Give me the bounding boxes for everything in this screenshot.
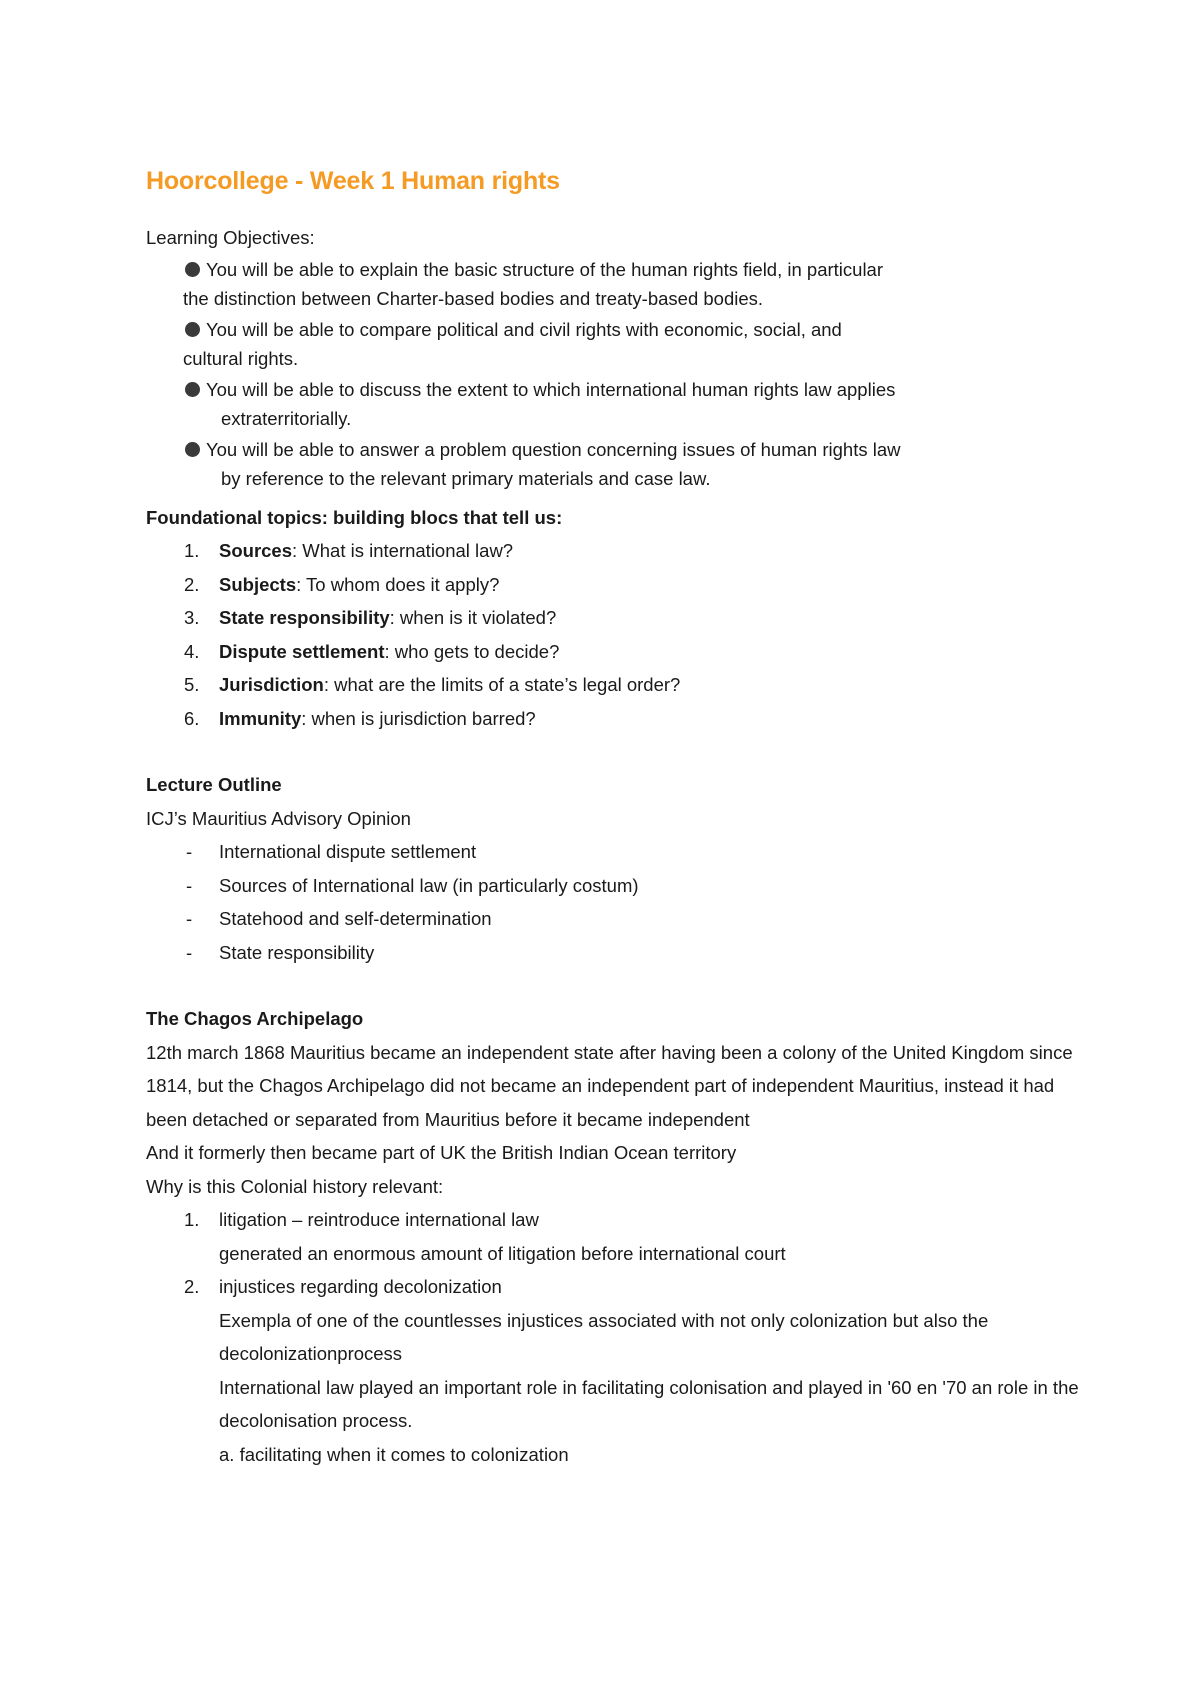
topic-term: Dispute settlement <box>219 640 385 662</box>
list-number: 4. <box>184 640 200 662</box>
foundational-topics-heading: Foundational topics: building blocs that tell us: <box>146 506 563 528</box>
list-item <box>146 936 1080 970</box>
dash-marker: - <box>186 841 193 862</box>
outline-text: Statehood and self-determination <box>219 908 492 929</box>
bullet-icon <box>185 262 200 277</box>
dash-marker: - <box>186 941 193 963</box>
topic-text: : what are the limits of a state’s legal order? <box>323 674 681 695</box>
list-item <box>146 668 1080 702</box>
objective-text: You will be able to explain the basic structure of the human rights field, in particular <box>206 258 884 280</box>
list-number: 3. <box>184 607 200 628</box>
lecture-outline-subtitle: ICJ’s Mauritius Advisory Opinion <box>146 807 411 829</box>
page-title: Hoorcollege - Week 1 Human rights <box>146 167 560 195</box>
chagos-paragraph: 12th march 1868 Mauritius became an independent state after having been a colony of the United Kingdom since 1814, but the Chagos Archipelago did not became an independent part of independent Mauritius, instead it had been detached or separated from Mauritius before it became independent <box>146 1041 1073 1130</box>
outline-text: Sources of International law (in particularly costum) <box>219 874 639 896</box>
list-item <box>146 1270 1080 1471</box>
list-item <box>146 835 1080 869</box>
list-item <box>146 568 1080 602</box>
topic-term: State responsibility <box>219 607 390 628</box>
document-body <box>146 221 1080 1471</box>
topic-term: Immunity <box>219 707 302 729</box>
objective-text: You will be able to discuss the extent to which international human rights law applies <box>206 378 896 400</box>
lecture-outline-heading: Lecture Outline <box>146 774 282 795</box>
list-number: 5. <box>184 674 200 695</box>
list-item <box>146 635 1080 669</box>
relevance-text: litigation – reintroduce international law <box>219 1209 539 1230</box>
lecture-outline-list <box>146 835 1080 969</box>
topic-term: Sources <box>219 540 293 561</box>
topic-term: Subjects <box>219 573 297 595</box>
objective-text-continued: extraterritorially. <box>221 407 352 429</box>
chagos-heading: The Chagos Archipelago <box>146 1008 364 1029</box>
bullet-icon <box>185 382 200 397</box>
topic-text: : who gets to decide? <box>384 640 560 662</box>
topic-text: : What is international law? <box>292 540 514 561</box>
objective-text-continued: the distinction between Charter-based bodies and treaty-based bodies. <box>183 287 764 309</box>
relevance-text: generated an enormous amount of litigation before international court <box>219 1242 786 1264</box>
relevance-text: a. facilitating when it comes to colonization <box>219 1443 569 1465</box>
topic-text: : To whom does it apply? <box>296 573 500 595</box>
objective-text: You will be able to compare political and civil rights with economic, social, and <box>206 318 842 340</box>
objective-text-continued: cultural rights. <box>183 347 299 369</box>
list-item <box>146 601 1080 635</box>
list-item <box>146 702 1080 736</box>
objective-item <box>146 255 1080 313</box>
dash-marker: - <box>186 874 193 896</box>
list-item <box>146 869 1080 903</box>
dash-marker: - <box>186 908 193 929</box>
topic-text: : when is jurisdiction barred? <box>301 707 536 729</box>
list-number: 6. <box>184 707 200 729</box>
relevance-text: Exempla of one of the countlesses injustices associated with not only colonization but also the decolonizationprocess <box>219 1309 989 1364</box>
relevance-text: injustices regarding decolonization <box>219 1276 502 1297</box>
objective-item <box>146 375 1080 433</box>
chagos-question: Why is this Colonial history relevant: <box>146 1175 444 1197</box>
list-number: 2. <box>184 573 200 595</box>
bullet-icon <box>185 322 200 337</box>
topic-text: : when is it violated? <box>389 607 557 628</box>
learning-objectives-list <box>146 255 1080 493</box>
list-item <box>146 1203 1080 1270</box>
objective-item <box>146 315 1080 373</box>
objective-item <box>146 435 1080 493</box>
list-item <box>146 902 1080 936</box>
foundational-topics-list <box>146 534 1080 735</box>
objective-text: You will be able to answer a problem question concerning issues of human rights law <box>206 438 901 460</box>
objective-text-continued: by reference to the relevant primary materials and case law. <box>221 467 711 489</box>
topic-term: Jurisdiction <box>219 674 324 695</box>
list-number: 1. <box>184 1209 200 1230</box>
outline-text: International dispute settlement <box>219 841 477 862</box>
list-number: 2. <box>184 1276 200 1297</box>
bullet-icon <box>185 442 200 457</box>
list-item <box>146 534 1080 568</box>
list-number: 1. <box>184 540 200 561</box>
learning-objectives-label: Learning Objectives: <box>146 227 315 248</box>
outline-text: State responsibility <box>219 941 375 963</box>
chagos-line: And it formerly then became part of UK the British Indian Ocean territory <box>146 1142 737 1163</box>
relevance-list <box>146 1203 1080 1471</box>
relevance-text: International law played an important role in facilitating colonisation and played in '60 en '70 an role in the decolonisation process. <box>219 1376 1079 1431</box>
